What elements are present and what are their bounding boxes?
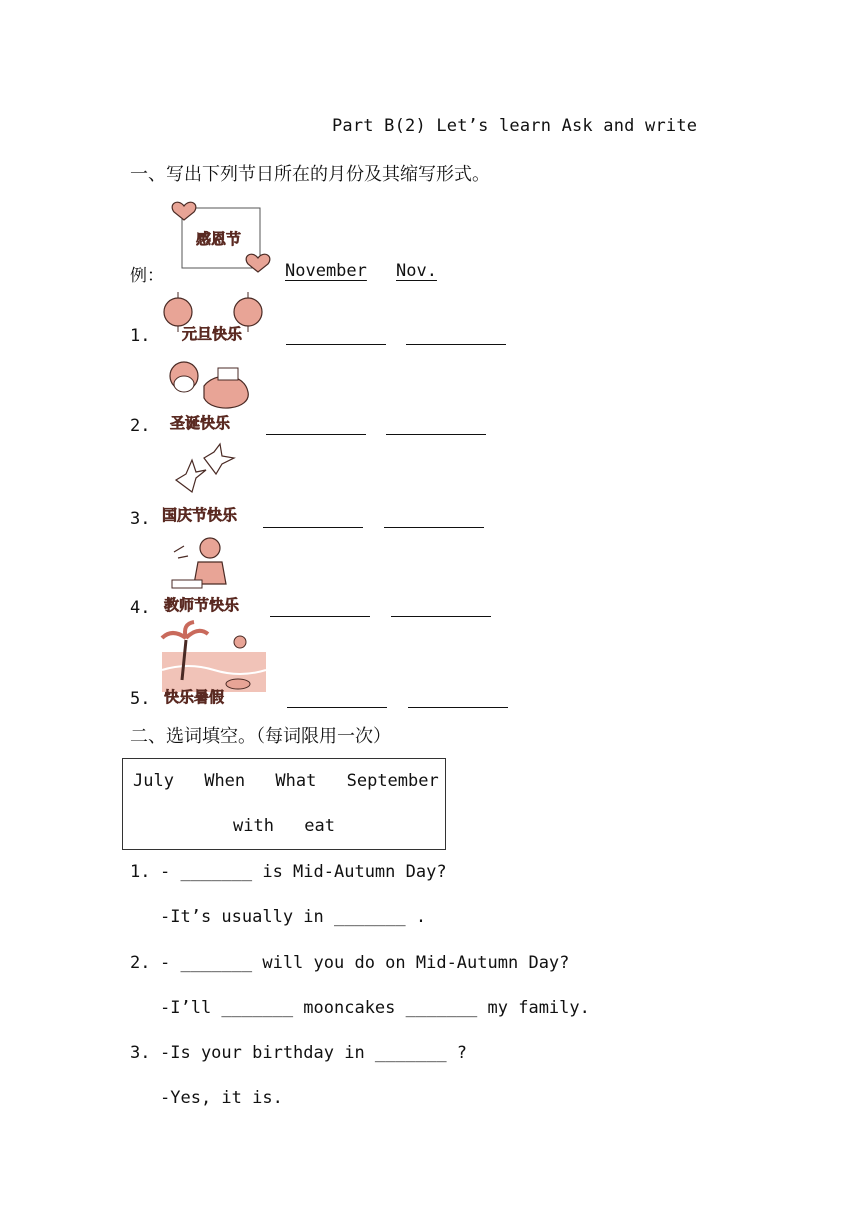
picture-label: 圣诞快乐 xyxy=(170,414,231,432)
section-2-heading: 二、选词填空。（每词限用一次） xyxy=(130,726,391,747)
sun-icon xyxy=(234,636,246,648)
month-blank[interactable] xyxy=(266,434,366,435)
national-day-picture xyxy=(160,444,250,526)
new-year-picture xyxy=(160,292,270,344)
word-bank-row xyxy=(123,816,445,836)
question-number: 1. xyxy=(130,862,151,882)
lantern-icon xyxy=(234,298,262,326)
answer-line: -Yes, it is. xyxy=(160,1088,283,1108)
month-blank[interactable] xyxy=(270,616,370,617)
item-number: 1. xyxy=(130,326,151,346)
answer-line[interactable]: -It’s usually in _______ . xyxy=(160,907,427,927)
word-bank-row xyxy=(123,771,445,791)
word-eat: eat xyxy=(304,816,335,836)
answer-line[interactable]: -I’ll _______ mooncakes _______ my family. xyxy=(160,998,590,1018)
item-number: 5. xyxy=(130,689,151,709)
thanksgiving-picture xyxy=(170,198,280,278)
example-prefix: 例： xyxy=(130,266,164,286)
heart-icon xyxy=(246,254,270,272)
page-title: Part B(2) Let’s learn Ask and write xyxy=(332,116,698,136)
abbr-blank[interactable] xyxy=(391,616,491,617)
abbr-blank[interactable] xyxy=(408,707,508,708)
dove-icon xyxy=(176,460,206,492)
month-blank[interactable] xyxy=(287,707,387,708)
gift-sack-icon xyxy=(204,376,248,408)
lantern-icon xyxy=(164,298,192,326)
abbr-blank[interactable] xyxy=(406,344,506,345)
picture-label: 元旦快乐 xyxy=(182,325,243,343)
example-abbr: Nov. xyxy=(396,261,437,281)
teachers-day-picture xyxy=(160,534,260,616)
heart-icon xyxy=(172,202,196,220)
abbr-blank[interactable] xyxy=(386,434,486,435)
word-when: When xyxy=(204,771,246,791)
question-line[interactable]: -Is your birthday in _______ ? xyxy=(160,1043,468,1063)
word-september: September xyxy=(346,771,439,791)
picture-label: 感恩节 xyxy=(196,230,242,248)
question-line[interactable]: - _______ is Mid-Autumn Day? xyxy=(160,862,447,882)
month-blank[interactable] xyxy=(263,527,363,528)
summer-holiday-picture xyxy=(160,622,268,708)
picture-label: 国庆节快乐 xyxy=(162,506,238,524)
section-1-heading: 一、写出下列节日所在的月份及其缩写形式。 xyxy=(130,164,490,185)
word-july: July xyxy=(133,771,174,791)
dove-icon xyxy=(204,444,234,474)
question-number: 2. xyxy=(130,953,151,973)
item-number: 4. xyxy=(130,598,151,618)
month-blank[interactable] xyxy=(286,344,386,345)
question-line[interactable]: - _______ will you do on Mid-Autumn Day? xyxy=(160,953,570,973)
word-what: What xyxy=(275,771,317,791)
word-bank xyxy=(122,758,446,850)
example-month: November xyxy=(285,261,367,281)
picture-label: 快乐暑假 xyxy=(164,688,225,706)
item-number: 3. xyxy=(130,509,151,529)
item-number: 2. xyxy=(130,416,151,436)
abbr-blank[interactable] xyxy=(384,527,484,528)
word-with: with xyxy=(233,816,274,836)
picture-label: 教师节快乐 xyxy=(164,596,240,614)
christmas-picture xyxy=(160,356,260,434)
question-number: 3. xyxy=(130,1043,151,1063)
